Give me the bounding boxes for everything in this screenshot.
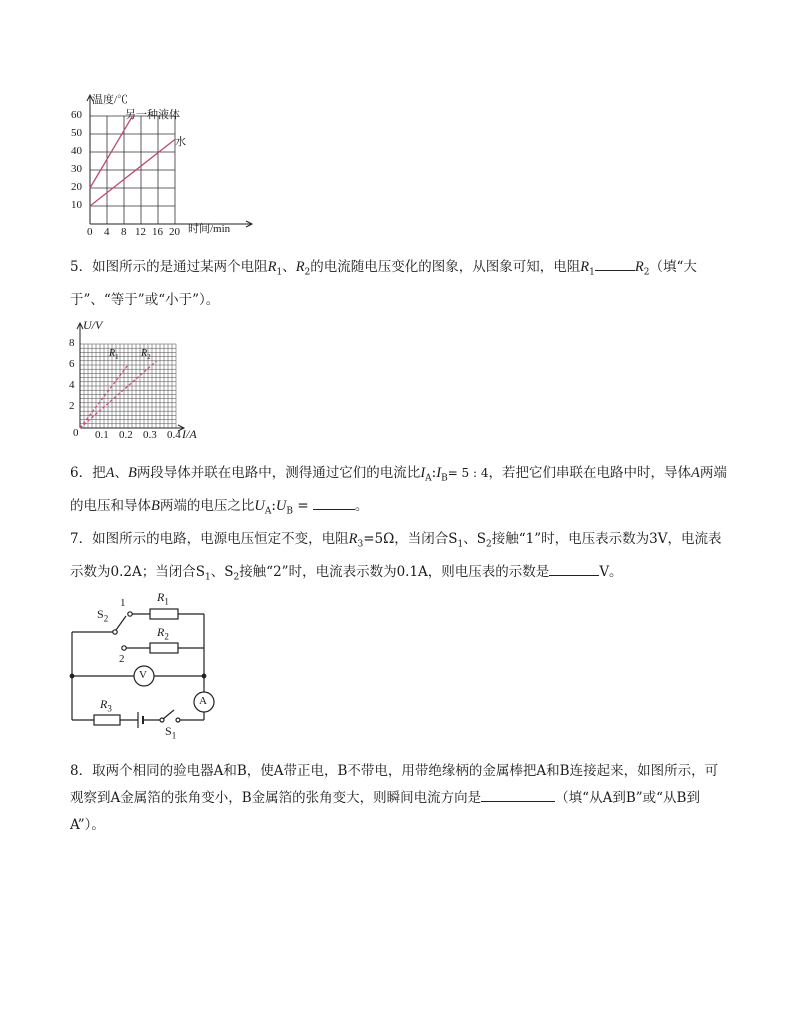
q5-text-c: （填“大于”、“等于”或“小于”）。 <box>70 259 697 308</box>
q7-r3-sub: 3 <box>357 539 364 550</box>
question-5 <box>70 254 730 314</box>
s2-pivot <box>113 630 117 634</box>
contact-2 <box>122 646 126 650</box>
temp-x-tick-8: 8 <box>121 226 127 238</box>
q6-text-c: ，若把它们串联在电路中时，导体 <box>488 465 691 481</box>
s2-blade <box>116 616 126 630</box>
circuit-voltmeter-label: V <box>139 669 147 681</box>
q8-answer-blank[interactable] <box>481 786 555 802</box>
circuit-r3-sub: 3 <box>107 703 112 714</box>
q6-ia-sub: A <box>425 473 432 484</box>
temp-label-other-liquid: 另一种液体 <box>125 109 180 121</box>
ui-y-tick-4: 4 <box>69 379 75 391</box>
temp-x-tick-4: 4 <box>104 226 110 238</box>
ui-x-axis-title: I/A <box>182 427 197 441</box>
temp-y-tick-50: 50 <box>71 127 82 139</box>
circuit-s2-sub: 2 <box>103 613 109 624</box>
ui-r2-sub: 2 <box>147 353 151 361</box>
circuit-s2-letter: S <box>97 607 104 621</box>
q5-r1: R <box>267 259 277 275</box>
q7-s1b-sub: 1 <box>204 572 211 583</box>
q8-text: 取两个相同的验电器A和B，使A带正电，B不带电，用带绝缘柄的金属棒把A和B连接起来，如图所示，可观察到A金属箔的张角变小，B金属箔的张角变大，则瞬间电流方向是 <box>70 763 719 806</box>
ui-line-r1-label <box>109 348 119 361</box>
junction-left <box>70 674 74 678</box>
q6-b: B <box>127 465 137 481</box>
q7-text-d: 接触“1”时，电压表示数为3V，电流表示数为0.2A；当闭合S <box>70 531 722 580</box>
circuit-r2-sub: 2 <box>164 631 169 642</box>
contact-1 <box>128 612 132 616</box>
resistor-r2 <box>150 643 178 653</box>
temp-label-water: 水 <box>175 136 186 148</box>
circuit-diagram <box>64 588 224 748</box>
temp-x-tick-16: 16 <box>152 226 163 238</box>
q5-r2b: R <box>634 259 644 275</box>
s1-contact <box>176 718 180 722</box>
temp-y-tick-30: 30 <box>71 163 82 175</box>
circuit-r2-letter: R <box>157 625 165 639</box>
circuit-r3-label <box>100 697 112 713</box>
ui-r1-letter: R <box>109 348 116 359</box>
q6-sep: 、 <box>114 465 128 481</box>
s1-blade <box>163 710 174 719</box>
temp-x-tick-12: 12 <box>135 226 146 238</box>
temp-y-tick-20: 20 <box>71 181 82 193</box>
resistor-r1 <box>150 609 178 619</box>
temp-x-axis-title: 时间/min <box>188 223 231 235</box>
temp-y-tick-40: 40 <box>71 145 82 157</box>
temp-y-tick-10: 10 <box>71 199 82 211</box>
temp-y-axis-title: 温度/℃ <box>92 94 129 106</box>
q7-text-b: =5Ω，当闭合S <box>363 531 458 547</box>
ui-r1-sub: 1 <box>115 353 119 361</box>
q6-text-a: 把 <box>92 465 106 481</box>
circuit-contact2-label: 2 <box>119 653 125 665</box>
q7-s2b-sub: 2 <box>233 572 240 583</box>
q8-number: 8． <box>70 763 93 779</box>
circuit-r2-label <box>157 625 169 641</box>
circuit-r1-label <box>157 590 169 606</box>
question-6 <box>70 460 730 525</box>
q6-colon: : <box>431 465 437 481</box>
temp-y-tick-60: 60 <box>71 109 82 121</box>
q5-sep: 、 <box>282 259 296 275</box>
q7-text-f: 接触“2”时，电流表示数为0.1A，则电压表的示数是 <box>239 563 550 580</box>
q6-text-d: 两端的电压和导体 <box>70 465 727 514</box>
q6-a2: A <box>691 465 700 481</box>
q6-number: 6． <box>70 465 93 481</box>
q5-r1b: R <box>580 259 590 275</box>
circuit-contact1-label: 1 <box>120 597 126 609</box>
q5-r1-sub: 1 <box>276 267 283 278</box>
ui-y-tick-8: 8 <box>69 337 75 349</box>
q7-s1-sub: 1 <box>457 539 464 550</box>
q6-ratio: = 5 : 4 <box>447 466 489 480</box>
ui-origin-label: 0 <box>73 427 79 439</box>
question-7 <box>70 526 730 591</box>
circuit-ammeter-label: A <box>199 695 207 707</box>
ui-y-tick-2: 2 <box>69 400 75 412</box>
q5-text-a: 如图所示的是通过某两个电阻 <box>92 259 268 275</box>
q6-ib-sub: B <box>441 473 448 484</box>
q7-text-c: 、S <box>463 531 487 547</box>
q8-text-end: （填“从A到B”或“从B到A”）。 <box>70 790 700 833</box>
q6-eq: = <box>297 497 309 514</box>
temp-series-line-1 <box>90 139 175 206</box>
q5-answer-blank[interactable] <box>595 255 635 271</box>
resistor-r3 <box>94 715 120 725</box>
q6-answer-blank[interactable] <box>313 494 355 510</box>
question-8 <box>70 758 730 839</box>
q5-r2: R <box>295 259 305 275</box>
q6-ua: U <box>254 497 265 514</box>
q7-number: 7． <box>70 531 93 547</box>
q5-r2-sub: 2 <box>304 267 311 278</box>
circuit-svg <box>64 588 224 748</box>
q7-r3: R <box>348 531 358 547</box>
q7-unit: V。 <box>599 563 623 580</box>
q6-ua-sub: A <box>264 506 272 517</box>
q6-end: 。 <box>354 497 369 514</box>
q6-b2: B <box>151 497 160 514</box>
temperature-graph <box>70 92 260 242</box>
q6-a: A <box>105 465 115 481</box>
circuit-s2-label <box>97 607 108 623</box>
ui-r2-letter: R <box>141 348 148 359</box>
q5-number: 5． <box>70 259 93 275</box>
ui-graph <box>68 318 218 448</box>
circuit-r1-sub: 1 <box>164 596 169 607</box>
q5-r1b-sub: 1 <box>589 267 595 278</box>
q6-colon-2: : <box>271 497 276 514</box>
ui-y-tick-6: 6 <box>69 358 75 370</box>
q6-text-e: 两端的电压之比 <box>159 497 255 514</box>
q7-s2-sub: 2 <box>486 539 492 550</box>
ui-x-tick-0.4: 0.4 <box>167 429 181 441</box>
q6-ub: U <box>275 497 287 514</box>
q6-ia: I <box>420 465 426 481</box>
circuit-r3-letter: R <box>100 697 108 711</box>
ui-x-tick-0.3: 0.3 <box>143 429 157 441</box>
q5-r2b-sub: 2 <box>643 267 650 278</box>
q6-text-b: 两段导体并联在电路中，测得通过它们的电流比 <box>136 465 421 481</box>
q7-text-e: 、S <box>210 563 234 580</box>
ui-y-axis-title: U/V <box>83 318 103 332</box>
circuit-s1-letter: S <box>165 724 172 738</box>
circuit-s1-label <box>165 724 176 740</box>
circuit-s1-sub: 1 <box>171 730 177 741</box>
q7-text-a: 如图所示的电路，电源电压恒定不变，电阻 <box>92 531 349 547</box>
q5-text-b: 的电流随电压变化的图象，从图象可知，电阻 <box>310 259 581 275</box>
q6-ub-sub: B <box>286 506 294 517</box>
ui-x-tick-0.1: 0.1 <box>95 429 109 441</box>
q6-ib: I <box>436 465 442 481</box>
circuit-r1-letter: R <box>157 590 165 604</box>
q7-answer-blank[interactable] <box>549 560 599 576</box>
junction-right <box>202 674 206 678</box>
temp-x-tick-0: 0 <box>87 226 93 238</box>
temp-x-tick-20: 20 <box>169 226 180 238</box>
ui-x-tick-0.2: 0.2 <box>119 429 133 441</box>
ui-line-r2-label <box>141 348 151 361</box>
